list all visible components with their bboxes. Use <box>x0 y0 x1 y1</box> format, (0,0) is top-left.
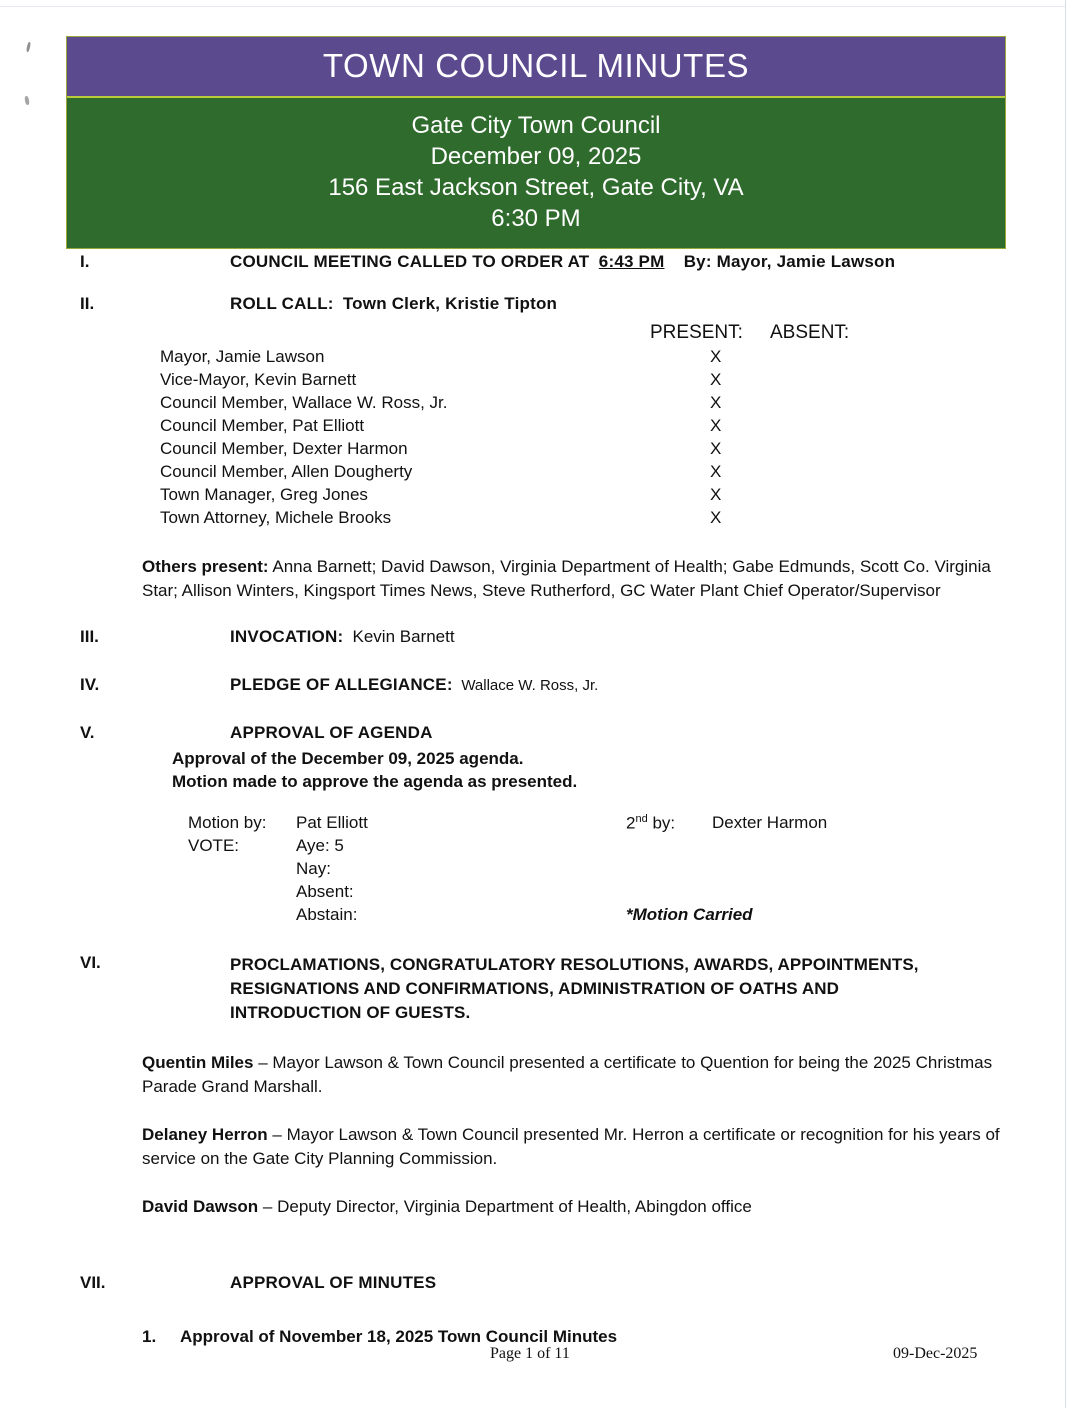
table-row <box>150 370 910 393</box>
roll-call-name: Council Member, Allen Dougherty <box>160 462 413 481</box>
section-ii-heading <box>80 294 1066 316</box>
roll-call-present-mark: X <box>710 416 722 435</box>
roll-call-absent-header: ABSENT: <box>770 322 850 343</box>
roll-call-name: Town Attorney, Michele Brooks <box>160 508 392 527</box>
banner-time: 6:30 PM <box>491 205 581 232</box>
section-iii-value: Kevin Barnett <box>352 627 455 646</box>
vote-absent: Absent: <box>296 882 354 901</box>
roll-call-present-mark: X <box>710 393 722 412</box>
motion-vote-block <box>0 813 1066 941</box>
document-body <box>0 252 1066 1353</box>
list-item-number: 1. <box>142 1327 157 1346</box>
agenda-approval-lines <box>172 747 1066 793</box>
section-iii-invocation <box>0 627 1066 649</box>
section-vi-heading-line-3: INTRODUCTION OF GUESTS. <box>230 1003 471 1022</box>
section-v-numeral: V. <box>80 723 95 742</box>
roll-call-present-mark: X <box>710 439 722 458</box>
others-present-label: Others present: <box>142 557 269 576</box>
section-iii-heading <box>80 627 1066 649</box>
others-present-paragraph <box>142 555 1022 603</box>
proclamation-item <box>142 1123 1022 1171</box>
roll-call-name: Council Member, Dexter Harmon <box>160 439 408 458</box>
vote-aye: Aye: 5 <box>296 836 344 855</box>
section-i-label: COUNCIL MEETING CALLED TO ORDER AT <box>230 252 590 271</box>
second-by-ordinal: 2 <box>626 813 636 833</box>
motion-by-value: Pat Elliott <box>296 813 368 832</box>
section-iv-label: PLEDGE OF ALLEGIANCE: <box>230 675 453 694</box>
table-row <box>150 439 910 462</box>
table-row <box>150 347 910 370</box>
section-i-heading <box>80 252 1066 274</box>
scan-speck <box>26 42 31 52</box>
section-i-presider: By: Mayor, Jamie Lawson <box>683 252 896 271</box>
table-row <box>150 485 910 508</box>
section-v-approval-of-agenda <box>0 723 1066 745</box>
banner-title: TOWN COUNCIL MINUTES <box>67 37 1005 98</box>
proclamation-name: Quentin Miles <box>142 1053 254 1072</box>
second-by-label <box>626 813 675 834</box>
section-ii-roll-call <box>0 294 1066 316</box>
agenda-line-2: Motion made to approve the agenda as presented. <box>172 772 578 791</box>
roll-call-name: Town Manager, Greg Jones <box>160 485 368 504</box>
roll-call-header-row <box>150 322 910 347</box>
section-iv-numeral: IV. <box>80 675 100 694</box>
section-vii-approval-of-minutes <box>0 1273 1066 1295</box>
section-vii-label: APPROVAL OF MINUTES <box>230 1273 437 1292</box>
section-i-time: 6:43 PM <box>598 252 665 271</box>
section-vi-heading-line-2: RESIGNATIONS AND CONFIRMATIONS, ADMINISTRATION OF OATHS AND <box>230 979 840 998</box>
section-vii-numeral: VII. <box>80 1273 106 1292</box>
section-ii-label: ROLL CALL: <box>230 294 334 313</box>
section-vi-proclamations <box>0 953 1066 1025</box>
section-vi-heading <box>80 953 1010 1025</box>
table-row <box>150 416 910 439</box>
section-iii-label: INVOCATION: <box>230 627 344 646</box>
section-vi-heading-line-1: PROCLAMATIONS, CONGRATULATORY RESOLUTIONS, AWARDS, APPOINTMENTS, <box>230 955 919 974</box>
roll-call-present-mark: X <box>710 508 722 527</box>
scan-edge-top <box>0 6 1066 7</box>
banner-address: 156 East Jackson Street, Gate City, VA <box>328 174 744 201</box>
second-by-value: Dexter Harmon <box>712 813 828 832</box>
roll-call-present-header: PRESENT: <box>650 322 743 343</box>
footer-date: 09-Dec-2025 <box>893 1345 978 1362</box>
others-present-text: Anna Barnett; David Dawson, Virginia Department of Health; Gabe Edmunds, Scott Co. Virginia Star; Allison Winters, Kingsport Times News, Steve Rutherford, GC Water Plant Chief Operator/Supervisor <box>142 557 991 600</box>
roll-call-table <box>150 322 910 531</box>
proclamation-item <box>142 1195 1022 1219</box>
second-by-word: by: <box>652 813 676 833</box>
banner-subtitle-block <box>67 98 1005 248</box>
section-ii-clerk: Town Clerk, Kristie Tipton <box>342 294 558 313</box>
proclamation-name: David Dawson <box>142 1197 259 1216</box>
section-ii-numeral: II. <box>80 294 95 313</box>
section-i-numeral: I. <box>80 252 90 271</box>
roll-call-name: Council Member, Pat Elliott <box>160 416 365 435</box>
scan-speck <box>24 96 30 106</box>
section-iii-numeral: III. <box>80 627 99 646</box>
table-row <box>150 393 910 416</box>
roll-call-name: Vice-Mayor, Kevin Barnett <box>160 370 357 389</box>
roll-call-present-mark: X <box>710 347 722 366</box>
section-i-call-to-order <box>0 252 1066 274</box>
document-banner <box>66 36 1006 249</box>
page-number: Page 1 of 11 <box>490 1345 570 1362</box>
section-v-heading <box>80 723 1066 745</box>
list-item: Approval of November 18, 2025 Town Council Minutes <box>180 1327 618 1346</box>
vote-nay: Nay: <box>296 859 331 878</box>
proclamation-item <box>142 1051 1022 1099</box>
proclamation-text: – Deputy Director, Virginia Department of Health, Abingdon office <box>258 1197 752 1216</box>
section-iv-heading <box>80 675 1066 697</box>
motion-by-label: Motion by: <box>188 813 267 832</box>
proclamation-text: – Mayor Lawson & Town Council presented a certificate to Quention for being the 2025 Christmas Parade Grand Marshall. <box>142 1053 993 1096</box>
agenda-line-1: Approval of the December 09, 2025 agenda. <box>172 749 524 768</box>
vote-abstain: Abstain: <box>296 905 358 924</box>
motion-result: *Motion Carried <box>626 905 753 924</box>
roll-call-present-mark: X <box>710 485 722 504</box>
vote-label: VOTE: <box>188 836 240 855</box>
section-v-label: APPROVAL OF AGENDA <box>230 723 433 742</box>
section-vi-numeral: VI. <box>80 953 101 972</box>
banner-organization: Gate City Town Council <box>411 112 661 139</box>
roll-call-present-mark: X <box>710 462 722 481</box>
section-iv-pledge <box>0 675 1066 697</box>
roll-call-name: Council Member, Wallace W. Ross, Jr. <box>160 393 448 412</box>
roll-call-present-mark: X <box>710 370 722 389</box>
second-by-ordinal-suffix: nd <box>635 813 648 825</box>
roll-call-name: Mayor, Jamie Lawson <box>160 347 325 366</box>
table-row <box>150 508 910 531</box>
proclamation-text: – Mayor Lawson & Town Council presented Mr. Herron a certificate or recognition for his years of service on the Gate City Planning Commission. <box>142 1125 1000 1168</box>
section-iv-value: Wallace W. Ross, Jr. <box>461 677 599 694</box>
proclamation-name: Delaney Herron <box>142 1125 268 1144</box>
table-row <box>150 462 910 485</box>
section-vii-heading <box>80 1273 1066 1295</box>
banner-date: December 09, 2025 <box>430 143 642 170</box>
